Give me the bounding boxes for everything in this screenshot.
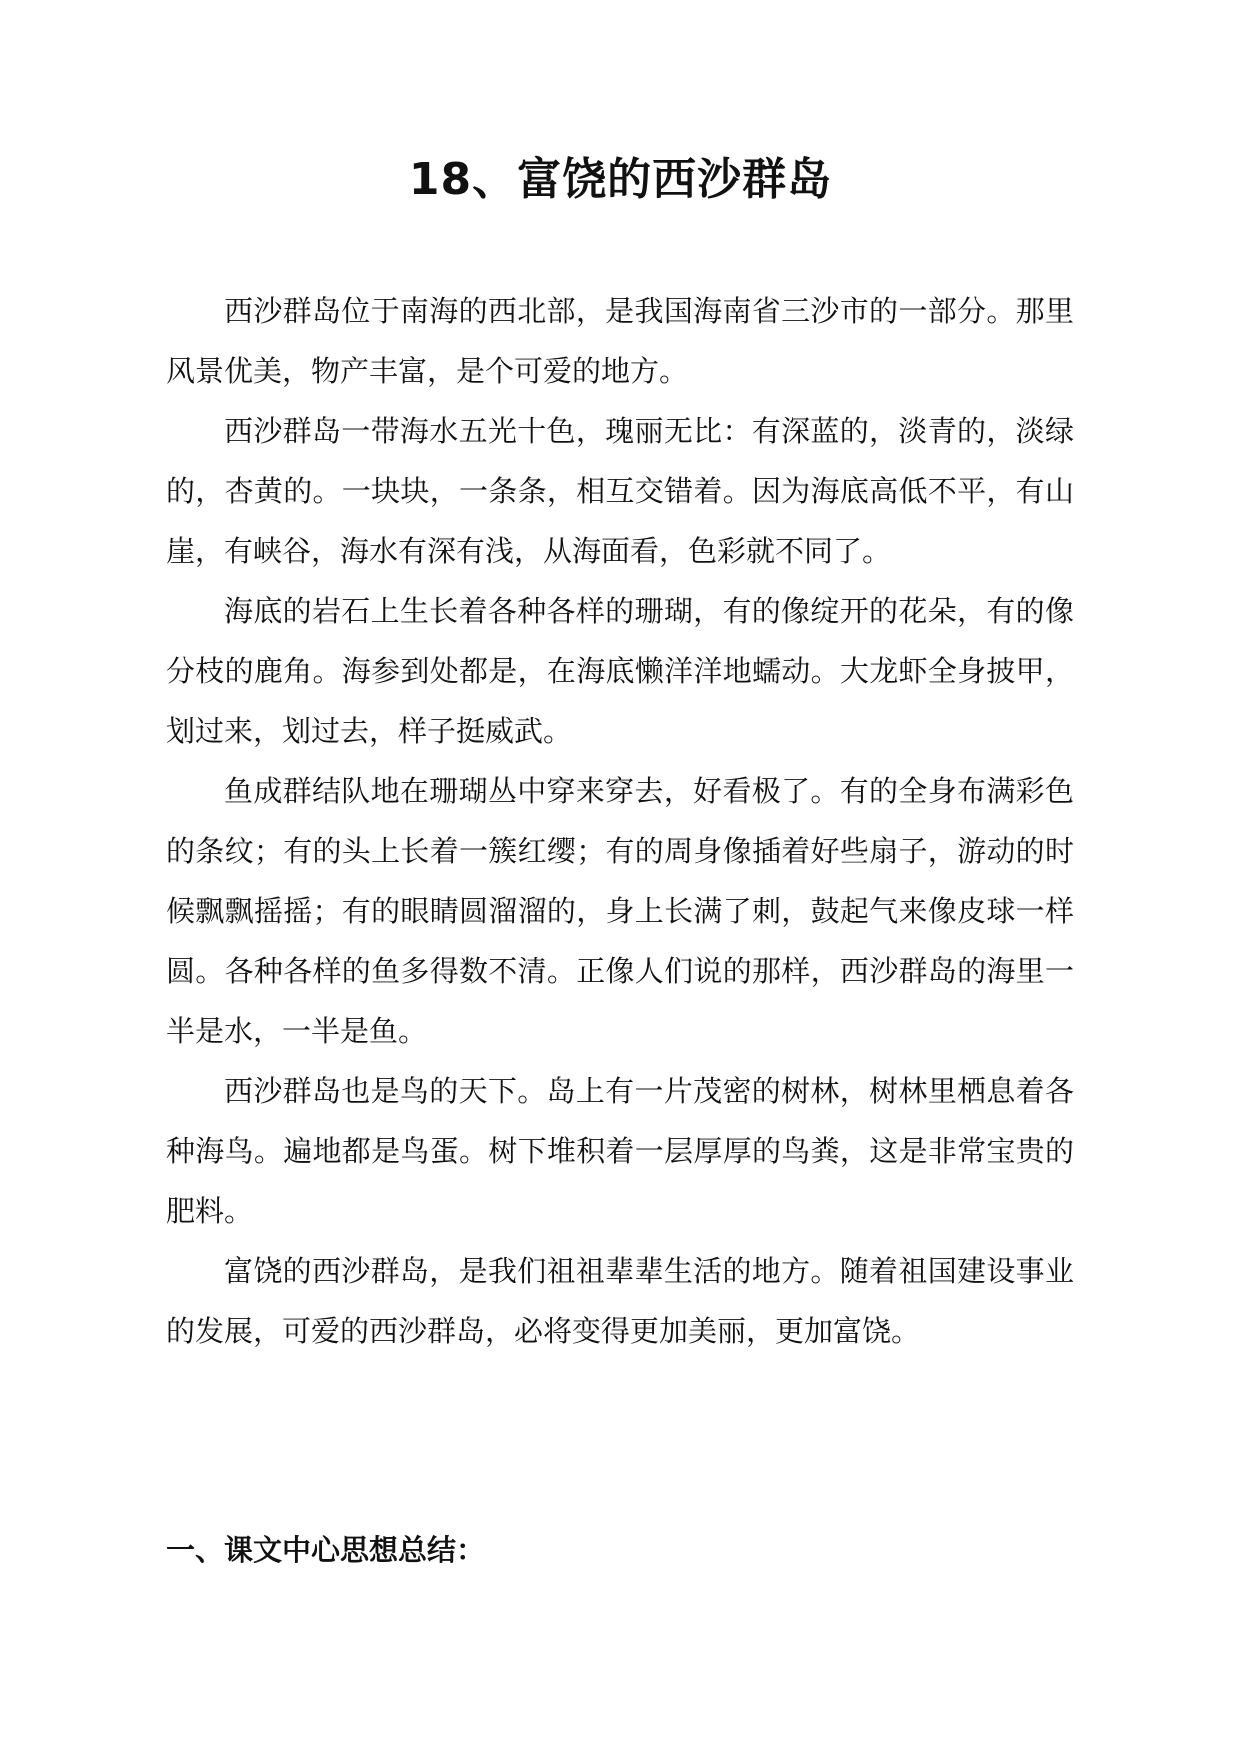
page-title: 18、富饶的西沙群岛 <box>408 154 833 205</box>
paragraph: 西沙群岛也是鸟的天下。岛上有一片茂密的树林，树林里栖息着各种海鸟。遍地都是鸟蛋。树下堆积着一层厚厚的鸟粪，这是非常宝贵的肥料。 <box>166 1074 1074 1228</box>
paragraph: 海底的岩石上生长着各种各样的珊瑚，有的像绽开的花朵，有的像分枝的鹿角。海参到处都是，在海底懒洋洋地蠕动。大龙虾全身披甲，划过来，划过去，样子挺威武。 <box>166 594 1074 748</box>
article-body <box>166 281 1074 1361</box>
paragraph: 西沙群岛一带海水五光十色，瑰丽无比：有深蓝的，淡青的，淡绿的，杏黄的。一块块，一条条，相互交错着。因为海底高低不平，有山崖，有峡谷，海水有深有浅，从海面看，色彩就不同了。 <box>166 414 1074 568</box>
paragraph: 鱼成群结队地在珊瑚丛中穿来穿去，好看极了。有的全身布满彩色的条纹；有的头上长着一簇红缨；有的周身像插着好些扇子，游动的时候飘飘摇摇；有的眼睛圆溜溜的，身上长满了刺，鼓起气来像皮球一样圆。各种各样的鱼多得数不清。正像人们说的那样，西沙群岛的海里一半是水，一半是鱼。 <box>166 774 1074 1048</box>
paragraph: 富饶的西沙群岛，是我们祖祖辈辈生活的地方。随着祖国建设事业的发展，可爱的西沙群岛，必将变得更加美丽，更加富饶。 <box>166 1254 1074 1348</box>
paragraph: 西沙群岛位于南海的西北部，是我国海南省三沙市的一部分。那里风景优美，物产丰富，是个可爱的地方。 <box>166 294 1074 388</box>
section-heading: 一、课文中心思想总结： <box>166 1533 486 1567</box>
